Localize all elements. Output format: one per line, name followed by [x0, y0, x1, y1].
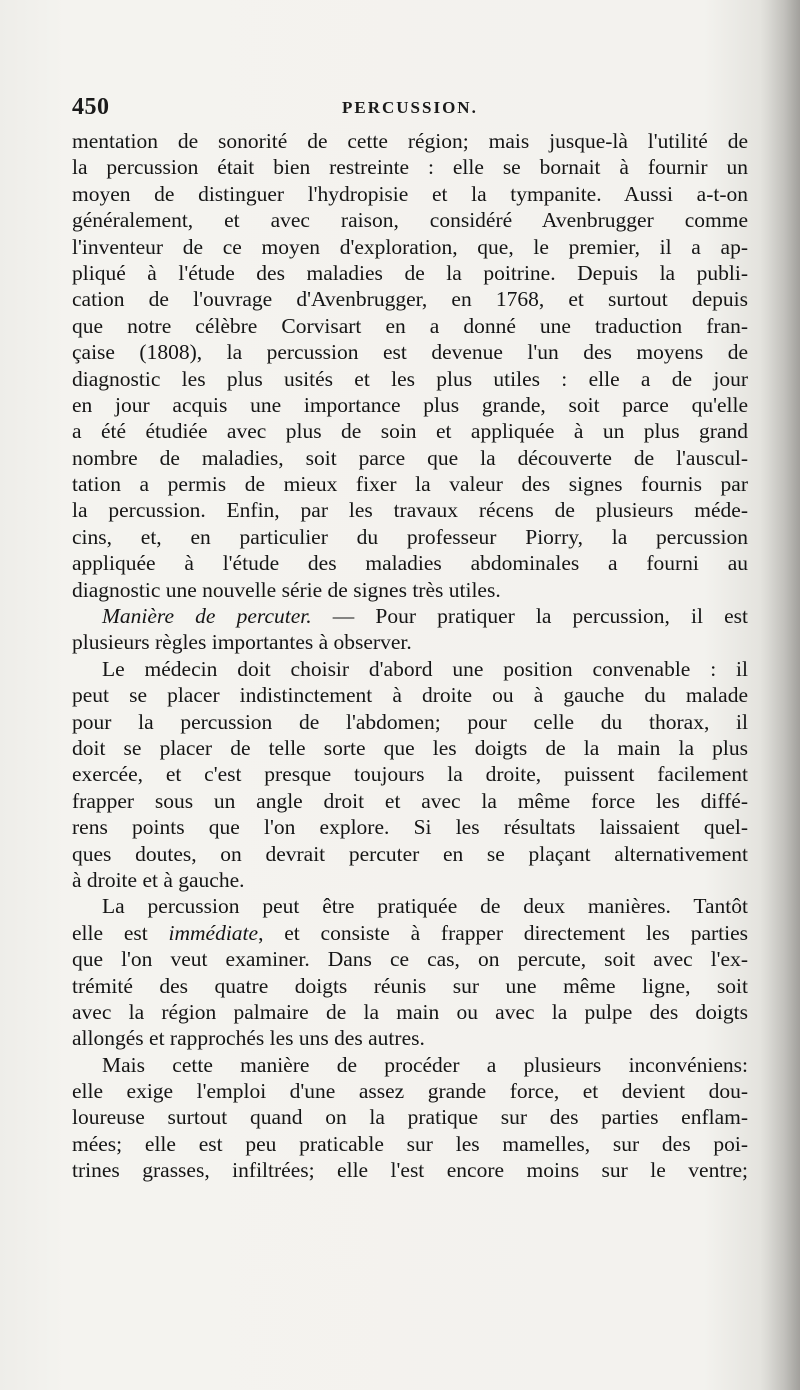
- text-line: cation de l'ouvrage d'Avenbrugger, en 1768, et surtout depuis: [72, 287, 748, 312]
- text-line: elle est immédiate, et consiste à frapper directement les parties: [72, 920, 748, 945]
- paragraph: [72, 656, 748, 894]
- text-line: moyen de distinguer l'hydropisie et la tympanite. Aussi a-t-on: [72, 181, 748, 206]
- text-line: la percussion. Enfin, par les travaux récens de plusieurs méde-: [72, 498, 748, 523]
- text-line: trines grasses, infiltrées; elle l'est encore moins sur le ventre;: [72, 1158, 748, 1183]
- text-line: que notre célèbre Corvisart en a donné une traduction fran-: [72, 313, 748, 338]
- text-line: mentation de sonorité de cette région; mais jusque-là l'utilité de: [72, 129, 748, 153]
- page-header: [72, 94, 752, 124]
- text-line: à droite et à gauche.: [72, 867, 245, 892]
- text-line: nombre de maladies, soit parce que la découverte de l'auscul-: [72, 445, 748, 470]
- running-head: PERCUSSION.: [342, 98, 478, 117]
- page-number: 450: [72, 94, 110, 120]
- paragraph: [72, 128, 748, 603]
- text-line: a été étudiée avec plus de soin et appliquée à un plus grand: [72, 419, 748, 444]
- text-line: tation a permis de mieux fixer la valeur des signes fournis par: [72, 472, 748, 497]
- paragraph: [72, 893, 748, 1051]
- text-line: [72, 603, 748, 629]
- text-line: elle exige l'emploi d'une assez grande force, et devient dou-: [72, 1079, 748, 1104]
- text-line: doit se placer de telle sorte que les doigts de la main la plus: [72, 735, 748, 760]
- text-line: diagnostic une nouvelle série de signes très utiles.: [72, 577, 501, 602]
- text-line: la percussion était bien restreinte : elle se bornait à fournir un: [72, 155, 748, 180]
- run-in-heading: Manière de percuter.: [102, 604, 312, 629]
- paragraph: [72, 1052, 748, 1184]
- text-line: l'inventeur de ce moyen d'exploration, que, le premier, il a ap-: [72, 234, 748, 259]
- text-line: en jour acquis une importance plus grande, soit parce qu'elle: [72, 392, 748, 417]
- text-line: que l'on veut examiner. Dans ce cas, on percute, soit avec l'ex-: [72, 947, 748, 972]
- paragraph-maniere-de-percuter: [72, 603, 748, 656]
- text-line: appliquée à l'étude des maladies abdominales a fourni au: [72, 551, 748, 576]
- text-line: cins, et, en particulier du professeur Piorry, la percussion: [72, 524, 748, 549]
- run-in-continuation: — Pour pratiquer la percussion, il est: [311, 604, 748, 629]
- text-line: çaise (1808), la percussion est devenue l'un des moyens de: [72, 340, 748, 365]
- text-line: exercée, et c'est presque toujours la droite, puissent facilement: [72, 762, 748, 787]
- text-line: plusieurs règles importantes à observer.: [72, 630, 412, 655]
- text-line: avec la région palmaire de la main ou avec la pulpe des doigts: [72, 999, 748, 1024]
- text-line: Mais cette manière de procéder a plusieurs inconvéniens:: [102, 1052, 748, 1077]
- text-line: peut se placer indistinctement à droite ou à gauche du malade: [72, 683, 748, 708]
- text-line: rens points que l'on explore. Si les résultats laissaient quel-: [72, 815, 748, 840]
- text-line: diagnostic les plus usités et les plus utiles : elle a de jour: [72, 366, 748, 391]
- text-line: pour la percussion de l'abdomen; pour celle du thorax, il: [72, 709, 748, 734]
- text-line: La percussion peut être pratiquée de deux manières. Tantôt: [102, 894, 748, 919]
- text-line: Le médecin doit choisir d'abord une position convenable : il: [102, 656, 748, 681]
- text-line: généralement, et avec raison, considéré Avenbrugger comme: [72, 208, 748, 233]
- text-line: allongés et rapprochés les uns des autres.: [72, 1026, 425, 1051]
- text-line: pliqué à l'étude des maladies de la poitrine. Depuis la publi-: [72, 260, 748, 285]
- emphasis: immédiate: [168, 920, 259, 945]
- text-line: trémité des quatre doigts réunis sur une même ligne, soit: [72, 973, 748, 998]
- text-line: frapper sous un angle droit et avec la même force les diffé-: [72, 788, 748, 813]
- text-line: ques doutes, on devrait percuter en se plaçant alternativement: [72, 841, 748, 866]
- body-text: [72, 128, 748, 1184]
- page-edge-shadow: [760, 0, 800, 1390]
- text-line: mées; elle est peu praticable sur les mamelles, sur des poi-: [72, 1131, 748, 1156]
- text-line: loureuse surtout quand on la pratique sur des parties enflam-: [72, 1105, 748, 1130]
